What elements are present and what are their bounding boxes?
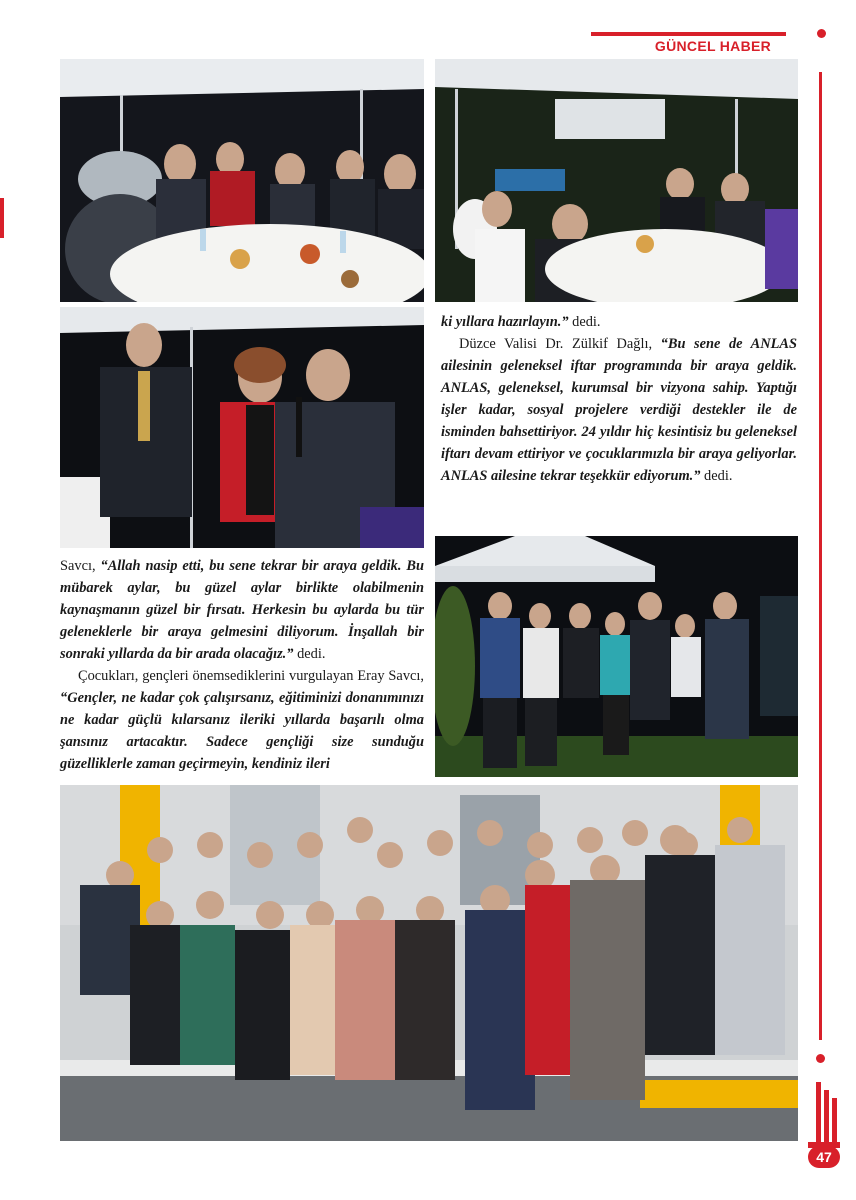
savci-intro: Savcı, [60,558,101,574]
photo-dinner-table-left [60,59,424,302]
savci-tail: dedi. [293,646,326,662]
savci-quote-2: “Gençler, ne kadar çok çalışırsanız, eğitiminizi donanımınızı ne kadar güçlü kılarsanız ileriki yıllarda başarılı olma şansınız artacaktır. Sadece gençliği size sunduğu güzelliklerle zaman geçirmeyin, kendiniz ileri [60,690,424,772]
paragraph-savci-2 [60,665,424,775]
photo-children-group [435,536,798,777]
paragraph-savci-1 [60,555,424,665]
section-label: GÜNCEL HABER [654,38,772,54]
header-dot [817,29,826,38]
governor-quote: “Bu sene de ANLAS ailesinin geleneksel iftar programında bir araya geldik. ANLAS, geleneksel, kurumsal bir vizyona sahip. Yaptığı işler kadar, sosyal projelere verdiği destekler ile de isminden bahsettiriyor. 24 yıldır hiç kesintisiz bu geleneksel iftarı devam ettiriyor ve çocuklarımızla bir araya geliyorlar. ANLAS ailesine tekrar teşekkür ediyorum.” [441,336,797,484]
paragraph-governor [441,333,797,487]
photo-speaker-microphone [60,307,424,548]
savci-quote-1: “Allah nasip etti, bu sene tekrar bir araya geldik. Bu mübarek aylar, bu güzel aylar birlikte olabilmenin kaynaşmanın güzel bir fırsatı. Herkesin bu aylarda bu tür geleneklerle bir araya gelmesini diliyorum. İnşallah bir sonraki yıllarda da bir arada olacağız.” [60,558,424,662]
header-rule [591,32,786,36]
savci-intro-2: Çocukları, gençleri önemsediklerini vurgulayan Eray Savcı, [78,668,424,684]
page-number: 47 [808,1146,840,1168]
governor-intro: Düzce Valisi Dr. Zülkif Dağlı, [459,336,661,352]
article-left-column [60,555,424,775]
quote-right-lead: ki yıllara hazırlayın.” [441,314,569,330]
governor-tail: dedi. [700,468,733,484]
photo-dinner-table-right [435,59,798,302]
paragraph-right-lead [441,311,797,333]
lead-tail: dedi. [568,314,601,330]
side-dot [816,1054,825,1063]
article-right-column [441,311,797,487]
left-edge-tab [0,198,4,238]
side-rule [819,72,822,1040]
photo-large-group [60,785,798,1141]
